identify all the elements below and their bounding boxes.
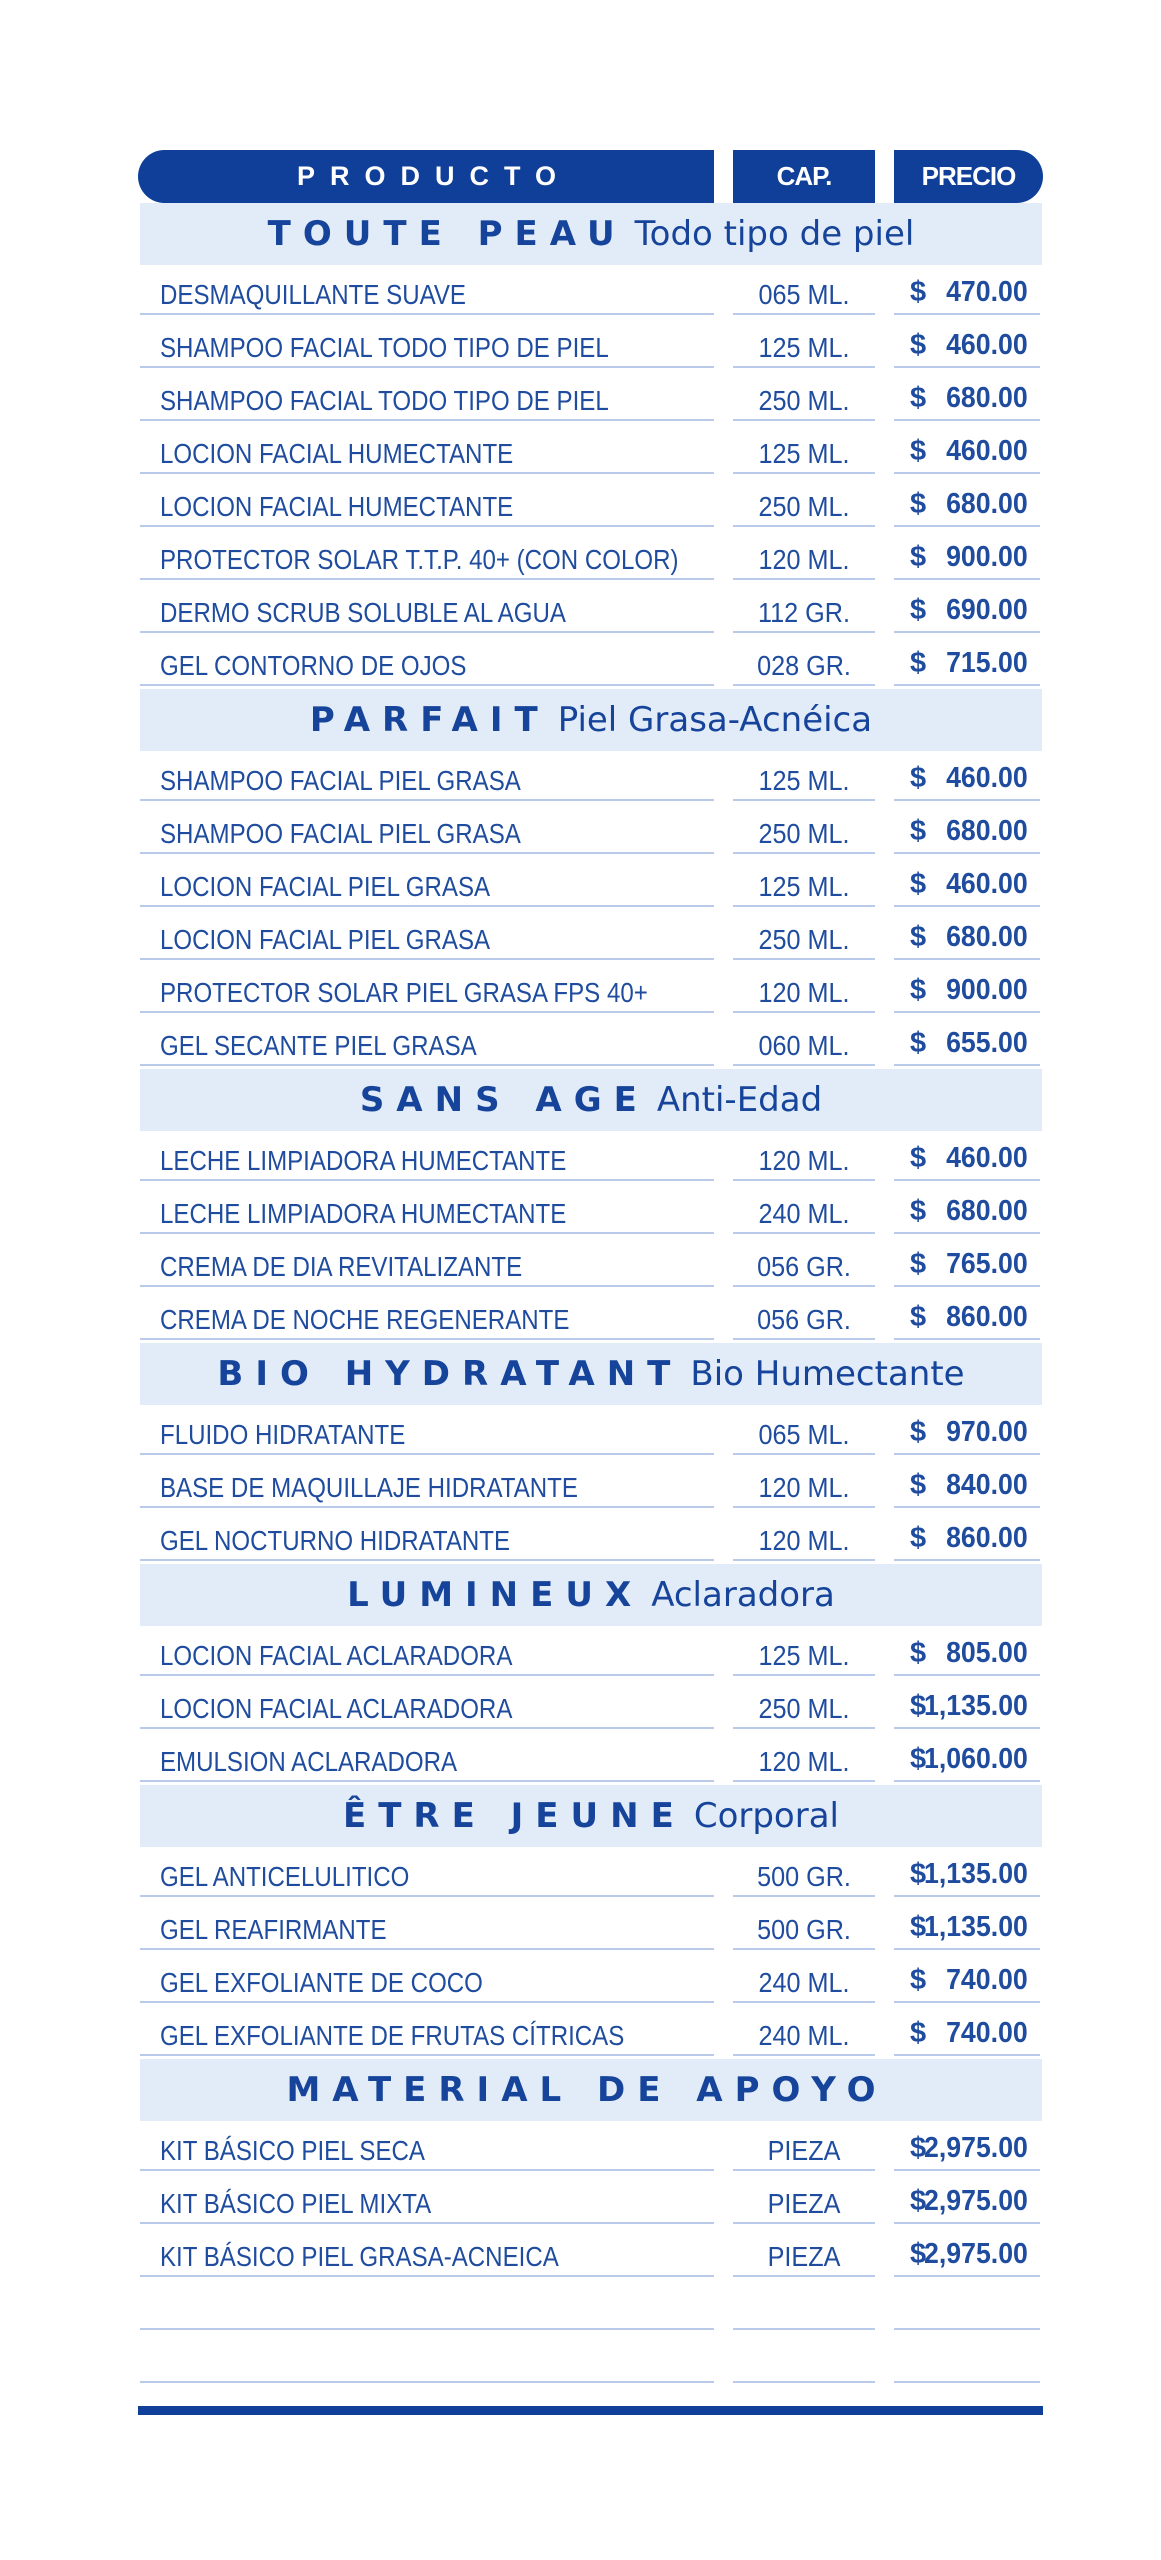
section-name: PARFAIT (309, 700, 550, 740)
table-row (0, 371, 1161, 423)
table-row (0, 1626, 1161, 1678)
blank-row (0, 2335, 1161, 2385)
product-price: 655.00 (946, 1027, 1028, 1059)
section-name: LUMINEUX (347, 1575, 644, 1615)
product-price: 860.00 (946, 1522, 1028, 1554)
product-price: 740.00 (946, 1964, 1028, 1996)
section-subtitle: Piel Grasa-Acnéica (557, 700, 873, 740)
product-capacity: 125 ML. (758, 765, 850, 796)
product-price: 680.00 (946, 815, 1028, 847)
product-name: SHAMPOO FACIAL TODO TIPO DE PIEL (160, 385, 609, 416)
product-name: KIT BÁSICO PIEL GRASA-ACNEICA (160, 2241, 559, 2272)
currency-symbol: $ (910, 921, 927, 953)
product-name: BASE DE MAQUILLAJE HIDRATANTE (160, 1472, 578, 1503)
table-row (0, 424, 1161, 476)
section-subtitle: Aclaradora (651, 1575, 835, 1615)
section-header (140, 2059, 1042, 2121)
product-capacity: 056 GR. (757, 1304, 851, 1335)
section-name: TOUTE PEAU (267, 214, 627, 254)
currency-symbol: $ (910, 1522, 927, 1554)
currency-symbol: $ (910, 329, 927, 361)
product-price: 860.00 (946, 1301, 1028, 1333)
product-name: SHAMPOO FACIAL PIEL GRASA (160, 765, 521, 796)
product-price: 1,135.00 (924, 1690, 1028, 1722)
currency-symbol: $ (910, 868, 927, 900)
header-capacity: CAP. (733, 150, 875, 203)
table-row (0, 1131, 1161, 1183)
currency-symbol: $ (910, 1964, 927, 1996)
product-price: 460.00 (946, 329, 1028, 361)
currency-symbol: $ (910, 1637, 927, 1669)
product-price: 900.00 (946, 541, 1028, 573)
product-name: GEL NOCTURNO HIDRATANTE (160, 1525, 511, 1556)
product-capacity: 240 ML. (758, 2020, 850, 2051)
section-name: MATERIAL DE APOYO (286, 2070, 888, 2110)
product-name: DESMAQUILLANTE SUAVE (160, 279, 466, 310)
product-name: LECHE LIMPIADORA HUMECTANTE (160, 1198, 567, 1229)
capacity-cell-rule (733, 2333, 875, 2383)
table-row (0, 1732, 1161, 1784)
table-row (0, 1900, 1161, 1952)
section-header (140, 1069, 1042, 1131)
product-name: SHAMPOO FACIAL PIEL GRASA (160, 818, 521, 849)
section-name: ÊTRE JEUNE (343, 1796, 686, 1836)
product-name: GEL SECANTE PIEL GRASA (160, 1030, 477, 1061)
currency-symbol: $ (910, 435, 927, 467)
bottom-rule (138, 2406, 1043, 2415)
table-row (0, 910, 1161, 962)
product-name: DERMO SCRUB SOLUBLE AL AGUA (160, 597, 566, 628)
table-row (0, 1237, 1161, 1289)
product-price: 460.00 (946, 762, 1028, 794)
product-name: LECHE LIMPIADORA HUMECTANTE (160, 1145, 567, 1176)
product-capacity: 125 ML. (758, 332, 850, 363)
currency-symbol: $ (910, 974, 927, 1006)
product-price: 2,975.00 (924, 2238, 1028, 2270)
product-price: 970.00 (946, 1416, 1028, 1448)
product-name: KIT BÁSICO PIEL SECA (160, 2135, 425, 2166)
product-capacity: 125 ML. (758, 1640, 850, 1671)
section-subtitle: Corporal (693, 1796, 839, 1836)
product-capacity: 125 ML. (758, 871, 850, 902)
product-capacity: 250 ML. (758, 818, 850, 849)
product-capacity: 120 ML. (758, 977, 850, 1008)
product-name: LOCION FACIAL ACLARADORA (160, 1640, 513, 1671)
table-row (0, 804, 1161, 856)
product-capacity: 120 ML. (758, 1525, 850, 1556)
product-price: 470.00 (946, 276, 1028, 308)
section-header (140, 1343, 1042, 1405)
product-name: LOCION FACIAL ACLARADORA (160, 1693, 513, 1724)
product-name: LOCION FACIAL HUMECTANTE (160, 491, 514, 522)
product-price: 765.00 (946, 1248, 1028, 1280)
currency-symbol: $ (910, 1690, 927, 1722)
product-name: GEL EXFOLIANTE DE COCO (160, 1967, 483, 1998)
product-capacity: 250 ML. (758, 385, 850, 416)
product-price: 1,060.00 (924, 1743, 1028, 1775)
product-price: 805.00 (946, 1637, 1028, 1669)
section-name: SANS AGE (359, 1080, 649, 1120)
currency-symbol: $ (910, 594, 927, 626)
product-price: 2,975.00 (924, 2185, 1028, 2217)
currency-symbol: $ (910, 1911, 927, 1943)
product-capacity: 120 ML. (758, 1145, 850, 1176)
product-name: KIT BÁSICO PIEL MIXTA (160, 2188, 432, 2219)
currency-symbol: $ (910, 1416, 927, 1448)
currency-symbol: $ (910, 815, 927, 847)
product-capacity: 120 ML. (758, 544, 850, 575)
header-product: PRODUCTO (138, 150, 714, 203)
table-row (0, 530, 1161, 582)
product-price: 680.00 (946, 921, 1028, 953)
product-name: SHAMPOO FACIAL TODO TIPO DE PIEL (160, 332, 609, 363)
product-capacity: 056 GR. (757, 1251, 851, 1282)
currency-symbol: $ (910, 1743, 927, 1775)
product-name: GEL ANTICELULITICO (160, 1861, 410, 1892)
currency-symbol: $ (910, 1858, 927, 1890)
table-row (0, 2227, 1161, 2279)
table-row (0, 318, 1161, 370)
table-row (0, 636, 1161, 688)
product-price: 840.00 (946, 1469, 1028, 1501)
currency-symbol: $ (910, 541, 927, 573)
product-capacity: 125 ML. (758, 438, 850, 469)
table-row (0, 2174, 1161, 2226)
product-capacity: 065 ML. (758, 1419, 850, 1450)
table-row (0, 1679, 1161, 1731)
table-row (0, 1184, 1161, 1236)
currency-symbol: $ (910, 2017, 927, 2049)
price-cell-rule (894, 2280, 1040, 2330)
table-row (0, 1405, 1161, 1457)
product-name: CREMA DE DIA REVITALIZANTE (160, 1251, 523, 1282)
product-capacity: 120 ML. (758, 1746, 850, 1777)
product-price: 680.00 (946, 382, 1028, 414)
currency-symbol: $ (910, 1195, 927, 1227)
product-price: 1,135.00 (924, 1858, 1028, 1890)
table-row (0, 2121, 1161, 2173)
product-capacity: PIEZA (767, 2241, 841, 2272)
product-price: 715.00 (946, 647, 1028, 679)
table-row (0, 857, 1161, 909)
product-capacity: 500 GR. (757, 1914, 851, 1945)
table-row (0, 1458, 1161, 1510)
currency-symbol: $ (910, 1027, 927, 1059)
currency-symbol: $ (910, 1301, 927, 1333)
product-capacity: 240 ML. (758, 1967, 850, 1998)
product-price: 690.00 (946, 594, 1028, 626)
currency-symbol: $ (910, 488, 927, 520)
product-capacity: 250 ML. (758, 924, 850, 955)
currency-symbol: $ (910, 647, 927, 679)
currency-symbol: $ (910, 2132, 927, 2164)
product-capacity: 250 ML. (758, 1693, 850, 1724)
product-price: 460.00 (946, 435, 1028, 467)
table-row (0, 963, 1161, 1015)
product-cell-rule (140, 2333, 714, 2383)
table-row (0, 1016, 1161, 1068)
product-capacity: 065 ML. (758, 279, 850, 310)
currency-symbol: $ (910, 2185, 927, 2217)
table-row (0, 1511, 1161, 1563)
product-name: GEL CONTORNO DE OJOS (160, 650, 467, 681)
section-header (140, 1564, 1042, 1626)
product-capacity: PIEZA (767, 2188, 841, 2219)
product-name: GEL REAFIRMANTE (160, 1914, 387, 1945)
product-price: 460.00 (946, 1142, 1028, 1174)
section-name: BIO HYDRATANT (217, 1354, 683, 1394)
product-capacity: 250 ML. (758, 491, 850, 522)
product-name: EMULSION ACLARADORA (160, 1746, 458, 1777)
product-cell-rule (140, 2280, 714, 2330)
table-row (0, 583, 1161, 635)
product-name: LOCION FACIAL PIEL GRASA (160, 924, 491, 955)
table-row (0, 1847, 1161, 1899)
table-row (0, 2006, 1161, 2058)
currency-symbol: $ (910, 1248, 927, 1280)
section-subtitle: Todo tipo de piel (634, 214, 915, 254)
section-header (140, 1785, 1042, 1847)
product-name: PROTECTOR SOLAR PIEL GRASA FPS 40+ (160, 977, 648, 1008)
product-name: CREMA DE NOCHE REGENERANTE (160, 1304, 570, 1335)
product-name: FLUIDO HIDRATANTE (160, 1419, 406, 1450)
blank-row (0, 2282, 1161, 2332)
currency-symbol: $ (910, 382, 927, 414)
capacity-cell-rule (733, 2280, 875, 2330)
currency-symbol: $ (910, 1142, 927, 1174)
product-price: 1,135.00 (924, 1911, 1028, 1943)
section-subtitle: Anti-Edad (656, 1080, 823, 1120)
product-capacity: PIEZA (767, 2135, 841, 2166)
table-row (0, 265, 1161, 317)
currency-symbol: $ (910, 2238, 927, 2270)
product-capacity: 112 GR. (758, 597, 850, 628)
table-row (0, 1953, 1161, 2005)
product-name: LOCION FACIAL PIEL GRASA (160, 871, 491, 902)
table-row (0, 751, 1161, 803)
section-header (140, 689, 1042, 751)
product-capacity: 120 ML. (758, 1472, 850, 1503)
product-name: LOCION FACIAL HUMECTANTE (160, 438, 514, 469)
product-capacity: 240 ML. (758, 1198, 850, 1229)
section-header (140, 203, 1042, 265)
product-capacity: 500 GR. (757, 1861, 851, 1892)
price-cell-rule (894, 2333, 1040, 2383)
product-capacity: 028 GR. (757, 650, 851, 681)
product-price: 740.00 (946, 2017, 1028, 2049)
product-price: 900.00 (946, 974, 1028, 1006)
header-price: PRECIO (894, 150, 1043, 203)
product-price: 2,975.00 (924, 2132, 1028, 2164)
currency-symbol: $ (910, 276, 927, 308)
product-price: 680.00 (946, 488, 1028, 520)
product-price: 680.00 (946, 1195, 1028, 1227)
product-name: GEL EXFOLIANTE DE FRUTAS CÍTRICAS (160, 2020, 625, 2051)
product-name: PROTECTOR SOLAR T.T.P. 40+ (CON COLOR) (160, 544, 679, 575)
product-capacity: 060 ML. (758, 1030, 850, 1061)
product-price: 460.00 (946, 868, 1028, 900)
section-subtitle: Bio Humectante (690, 1354, 965, 1394)
table-row (0, 477, 1161, 529)
currency-symbol: $ (910, 762, 927, 794)
currency-symbol: $ (910, 1469, 927, 1501)
table-row (0, 1290, 1161, 1342)
